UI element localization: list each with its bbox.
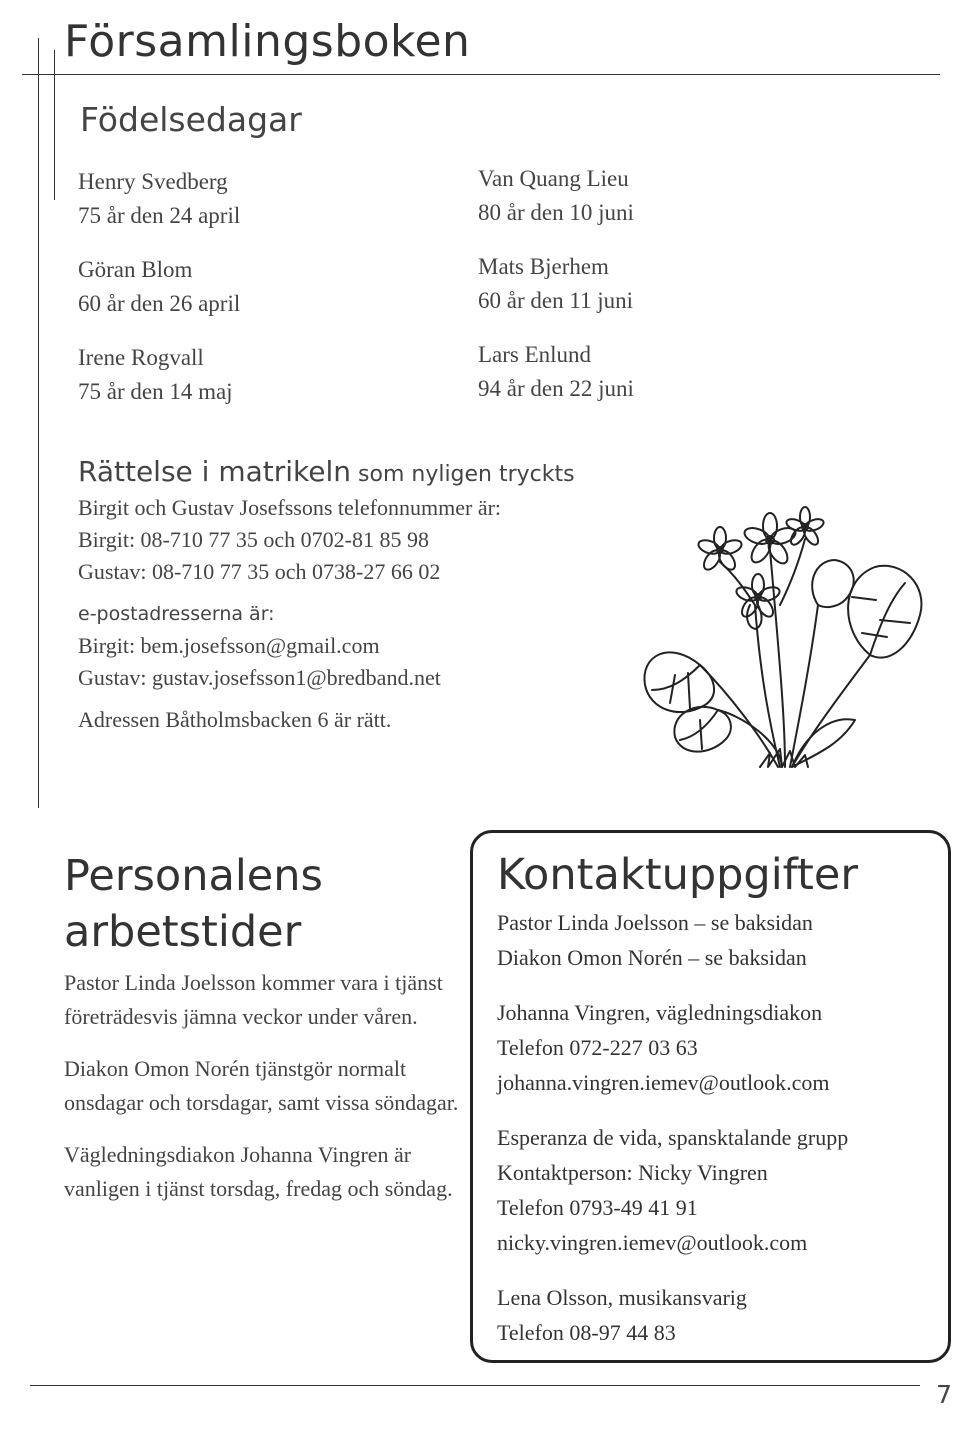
birthdays-heading: Födelsedagar [80, 100, 302, 139]
leaf [848, 566, 921, 658]
contact-johanna-email[interactable]: johanna.vingren.iemev@outlook.com [497, 1070, 830, 1095]
birthday-entry [478, 162, 838, 230]
correction-heading-sub: som nyligen tryckts [351, 462, 575, 487]
stem [792, 655, 870, 767]
birthday-entry [78, 341, 438, 409]
birthday-name: Göran Blom [78, 257, 193, 282]
page-title: Församlingsboken [64, 16, 471, 67]
staff-heading-line1: Personalens [64, 851, 323, 901]
staff-paragraph: Diakon Omon Norén tjänstgör normalt onsdagar och torsdagar, samt vissa söndagar. [64, 1056, 459, 1115]
phone-gustav: Gustav: 08-710 77 35 och 0738-27 66 02 [78, 559, 441, 584]
email-gustav: Gustav: gustav.josefsson1@bredband.net [78, 665, 441, 690]
birthday-name: Van Quang Lieu [478, 166, 629, 191]
birthday-name: Lars Enlund [478, 342, 592, 367]
stem [790, 605, 818, 767]
bottom-horizontal-rule [30, 1385, 920, 1386]
contact-nicky: Kontaktperson: Nicky Vingren [497, 1160, 768, 1185]
top-horizontal-rule [22, 74, 940, 75]
staff-heading-line2: arbetstider [64, 907, 302, 957]
birthday-entry [478, 250, 838, 318]
leaf-vein [652, 665, 700, 709]
flower-illustration-icon [640, 505, 930, 775]
flower-head [697, 527, 744, 572]
birthday-detail: 60 år den 26 april [78, 291, 241, 316]
contact-list [497, 847, 937, 1350]
birthdays-right-column [478, 162, 838, 426]
page-number: 7 [936, 1380, 952, 1409]
birthday-name: Mats Bjerhem [478, 254, 609, 279]
contact-nicky-phone: Telefon 0793-49 41 91 [497, 1195, 698, 1220]
birthday-name: Henry Svedberg [78, 169, 228, 194]
phone-birgit: Birgit: 08-710 77 35 och 0702-81 85 98 [78, 527, 429, 552]
contact-pastor: Pastor Linda Joelsson – se baksidan [497, 910, 813, 935]
left-vertical-rule-inner [54, 50, 55, 200]
contact-heading: Kontaktuppgifter [497, 850, 859, 900]
birthday-entry [78, 165, 438, 233]
leaf-vein [680, 710, 718, 749]
birthday-detail: 75 år den 14 maj [78, 379, 233, 404]
staff-paragraph: Vägledningsdiakon Johanna Vingren är vanligen i tjänst torsdag, fredag och söndag. [64, 1142, 453, 1201]
birthday-detail: 60 år den 11 juni [478, 288, 634, 313]
contact-lena-phone: Telefon 08-97 44 83 [497, 1320, 676, 1345]
correction-heading-main: Rättelse i matrikeln [78, 455, 352, 488]
stem [720, 562, 755, 605]
staff-hours-heading [64, 848, 464, 960]
birthday-detail: 75 år den 24 april [78, 203, 241, 228]
email-intro: e-postadresserna är: [78, 603, 275, 625]
birthday-entry [478, 338, 838, 406]
correction-section [78, 455, 678, 736]
birthday-detail: 80 år den 10 juni [478, 200, 634, 225]
phone-intro: Birgit och Gustav Josefssons telefonnummer är: [78, 495, 502, 520]
correction-heading [78, 455, 678, 488]
birthday-detail: 94 år den 22 juni [478, 376, 634, 401]
contact-johanna-phone: Telefon 072-227 03 63 [497, 1035, 698, 1060]
birthday-entry [78, 253, 438, 321]
contact-lena-name: Lena Olsson, musikansvarig [497, 1285, 747, 1310]
staff-paragraph: Pastor Linda Joelsson kommer vara i tjänst företrädesvis jämna veckor under våren. [64, 970, 443, 1029]
left-vertical-rule-outer [38, 38, 39, 808]
contact-nicky-email[interactable]: nicky.vingren.iemev@outlook.com [497, 1230, 808, 1255]
contact-esperanza: Esperanza de vida, spansktalande grupp [497, 1125, 849, 1150]
contact-box [470, 830, 951, 1363]
staff-hours-section [64, 848, 464, 1224]
contact-johanna-name: Johanna Vingren, vägledningsdiakon [497, 1000, 823, 1025]
leaf [812, 560, 854, 607]
birthday-name: Irene Rogvall [78, 345, 204, 370]
contact-diakon: Diakon Omon Norén – se baksidan [497, 945, 807, 970]
birthdays-left-column [78, 165, 438, 429]
address-note: Adressen Båtholmsbacken 6 är rätt. [78, 707, 392, 732]
email-birgit: Birgit: bem.josefsson@gmail.com [78, 633, 380, 658]
